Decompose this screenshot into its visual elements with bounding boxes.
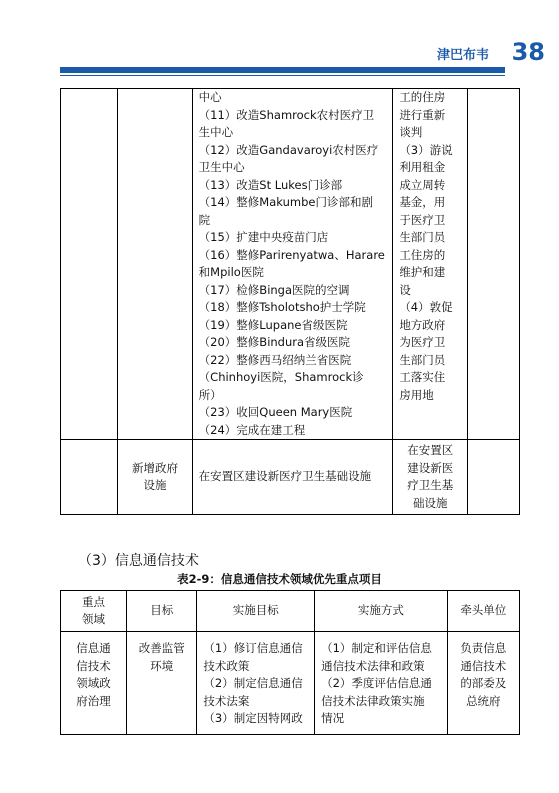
cell-line: 府治理 <box>76 693 111 708</box>
header-bar <box>60 67 505 73</box>
list-line: 利用租金 <box>399 160 446 174</box>
header-line: 领域 <box>82 612 105 626</box>
list-line: 卫生中心 <box>198 160 245 174</box>
list-line: 于医疗卫 <box>399 212 446 227</box>
goal-cell <box>127 632 197 735</box>
list-line: （19）整修Lupane省级医院 <box>198 317 348 332</box>
list-line: 和Mpilo医院 <box>198 265 264 279</box>
list-line: 院 <box>198 212 211 227</box>
header-area <box>61 591 127 632</box>
list-line: （4）敦促 <box>399 300 453 314</box>
list-line: 所） <box>198 387 222 402</box>
list-line: （24）完成在建工程 <box>198 422 306 437</box>
cell-line: （2）季度评估信息通 <box>321 676 432 690</box>
cell-line: 设施 <box>143 478 167 492</box>
cell-line: 疗卫生基 <box>407 478 454 492</box>
table-cell <box>118 89 192 440</box>
cell-line: （1）制定和评估信息 <box>321 641 432 655</box>
list-line: （3）游说 <box>399 142 453 157</box>
list-line: 生部门员 <box>399 230 446 244</box>
cell-line: 的部委及 <box>460 676 507 690</box>
list-line: （22）整修西马绍纳兰省医院 <box>198 352 352 367</box>
cell-line: 通信技术 <box>460 658 507 673</box>
list-line: 工落实住 <box>399 370 446 384</box>
list-line: （13）改造St Lukes门诊部 <box>198 177 343 192</box>
cell-line: 总统府 <box>466 693 501 708</box>
table-cell <box>61 440 118 515</box>
cell-line: 情况 <box>321 711 345 725</box>
method-cell <box>393 440 468 515</box>
list-line: （18）整修Tsholotsho护士学院 <box>198 300 366 314</box>
cell-line: 新增政府 <box>132 460 179 475</box>
list-line: 成立周转 <box>399 177 446 192</box>
method-list-cell <box>393 89 468 440</box>
cell-line: 通信技术法律和政策 <box>321 658 425 673</box>
table-row <box>61 89 520 440</box>
cell-line: 信技术法律政策实施 <box>321 693 425 708</box>
table-caption: 表2-9：信息通信技术领域优先重点项目 <box>177 572 382 586</box>
list-line: （23）收回Queen Mary医院 <box>198 405 353 419</box>
list-line: （14）整修Makumbe门诊部和剧 <box>198 195 373 209</box>
methods-cell <box>315 632 448 735</box>
list-line: 工住房的 <box>399 247 446 262</box>
list-line: （15）扩建中央疫苗门店 <box>198 230 329 244</box>
cell-line: 建设新医 <box>407 460 454 475</box>
list-line: （Chinhoyi医院，Shamrock诊 <box>198 370 364 384</box>
list-line: 房用地 <box>399 387 434 402</box>
list-line: 中心 <box>198 90 222 104</box>
list-line: 工的住房 <box>399 90 446 104</box>
project-name-cell <box>118 440 192 515</box>
header-rule <box>60 75 505 76</box>
area-cell <box>61 632 127 735</box>
cell-line: 负责信息 <box>460 641 507 655</box>
cell-line: 环境 <box>150 658 174 673</box>
continued-table <box>60 88 520 515</box>
targets-cell <box>197 632 315 735</box>
cell-line: 信息通 <box>76 641 111 655</box>
list-line: （20）整修Bindura省级医院 <box>198 335 351 349</box>
cell-line: 改善监管 <box>138 641 185 655</box>
list-line: （17）检修Binga医院的空调 <box>198 282 350 297</box>
cell-line: （3）制定因特网政 <box>203 711 303 725</box>
table-row <box>61 440 520 515</box>
list-line: （16）整修Parirenyatwa、Harare <box>198 247 385 262</box>
ict-priority-table <box>60 590 520 735</box>
list-line: 为医疗卫 <box>399 335 446 349</box>
table-row <box>61 632 520 735</box>
list-line: 维护和建 <box>399 265 446 279</box>
cell-line: 在安置区 <box>407 443 454 457</box>
page-number: 38 <box>511 38 545 66</box>
cell-line: 信技术 <box>76 658 111 673</box>
cell-line: 领域政 <box>76 676 111 690</box>
list-line: （11）改造Shamrock农村医疗卫 <box>198 107 375 122</box>
table-cell <box>61 89 118 440</box>
lead-cell <box>447 632 519 735</box>
list-line: 设 <box>399 282 411 297</box>
header-lead: 牵头单位 <box>447 591 519 632</box>
cell-line: （2）制定信息通信 <box>203 676 303 690</box>
cell-line: 技术政策 <box>203 658 250 673</box>
list-line: 生部门员 <box>399 352 446 367</box>
header-goal: 目标 <box>127 591 197 632</box>
list-line: 地方政府 <box>399 317 446 332</box>
table-header-row <box>61 591 520 632</box>
header-title: 津巴布韦 <box>436 48 489 63</box>
list-line: 基金，用 <box>399 195 446 209</box>
implementation-list-cell <box>192 89 393 440</box>
header-targets: 实施目标 <box>197 591 315 632</box>
cell-line: 础设施 <box>413 495 448 510</box>
table-cell <box>468 89 520 440</box>
header-line: 重点 <box>82 594 105 609</box>
table-cell <box>468 440 520 515</box>
list-line: 生中心 <box>198 125 234 139</box>
list-line: 谈判 <box>399 125 423 139</box>
implementation-cell: 在安置区建设新医疗卫生基础设施 <box>192 440 393 515</box>
cell-line: （1）修订信息通信 <box>203 641 303 655</box>
section-title: （3）信息通信技术 <box>78 553 199 569</box>
list-line: （12）改造Gandavaroyi农村医疗 <box>198 142 379 157</box>
list-line: 进行重新 <box>399 107 446 122</box>
header-methods: 实施方式 <box>315 591 448 632</box>
cell-line: 技术法案 <box>203 693 250 708</box>
